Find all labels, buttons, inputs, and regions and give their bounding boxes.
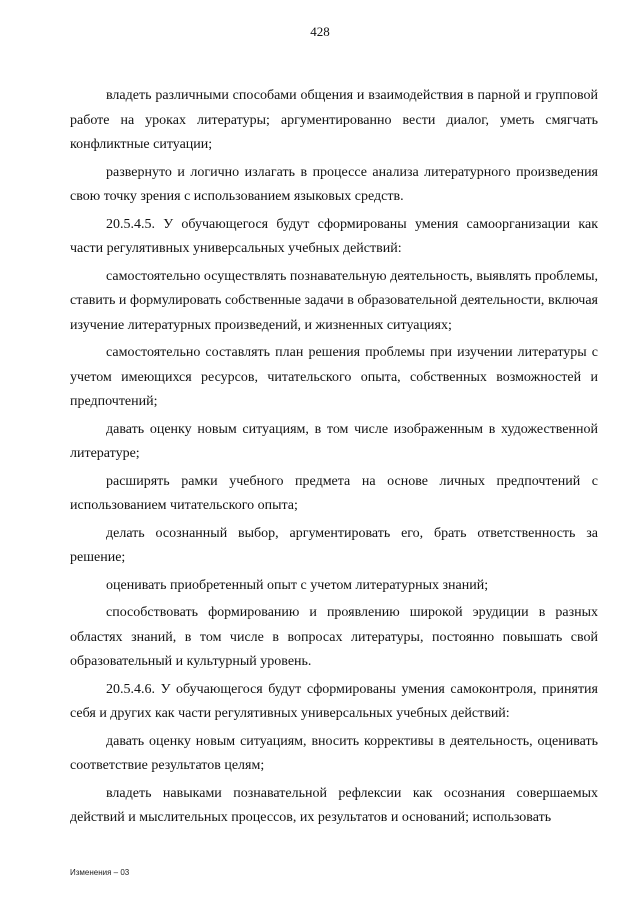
paragraph: владеть навыками познавательной рефлексии как осознания совершаемых действий и мыслительных процессов, их результатов и оснований; использовать [70,785,598,825]
paragraph: делать осознанный выбор, аргументировать его, брать ответственность за решение; [70,525,598,565]
page-number: 428 [310,24,330,39]
paragraph: развернуто и логично излагать в процессе анализа литературного произведения свою точку зрения с использованием языковых средств. [70,164,598,204]
paragraph: давать оценку новым ситуациям, в том числе изображенным в художественной литературе; [70,421,598,461]
paragraph: оценивать приобретенный опыт с учетом литературных знаний; [106,577,489,593]
body-text [70,84,598,831]
footer-revision-note: Изменения – 03 [70,868,130,877]
paragraph: самостоятельно осуществлять познавательную деятельность, выявлять проблемы, ставить и формулировать собственные задачи в образовательной деятельности, включая изучение литературных произведений, и жизненных ситуациях; [70,268,598,333]
paragraph: владеть различными способами общения и взаимодействия в парной и групповой работе на уроках литературы; аргументированно вести диалог, уметь смягчать конфликтные ситуации; [70,88,598,152]
section-paragraph: 20.5.4.6. У обучающегося будут сформированы умения самоконтроля, принятия себя и других как части регулятивных универсальных учебных действий: [70,681,598,721]
paragraph: самостоятельно составлять план решения проблемы при изучении литературы с учетом имеющихся ресурсов, читательского опыта, собственных возможностей и предпочтений; [70,345,598,409]
paragraph: давать оценку новым ситуациям, вносить коррективы в деятельность, оценивать соответствие результатов целям; [70,733,598,773]
paragraph: способствовать формированию и проявлению широкой эрудиции в разных областях знаний, в том числе в вопросах литературы, постоянно повышать свой образовательный и культурный уровень. [70,605,598,669]
paragraph: расширять рамки учебного предмета на основе личных предпочтений с использованием читательского опыта; [70,473,598,513]
section-paragraph: 20.5.4.5. У обучающегося будут сформированы умения самоорганизации как части регулятивных универсальных учебных действий: [70,216,598,256]
